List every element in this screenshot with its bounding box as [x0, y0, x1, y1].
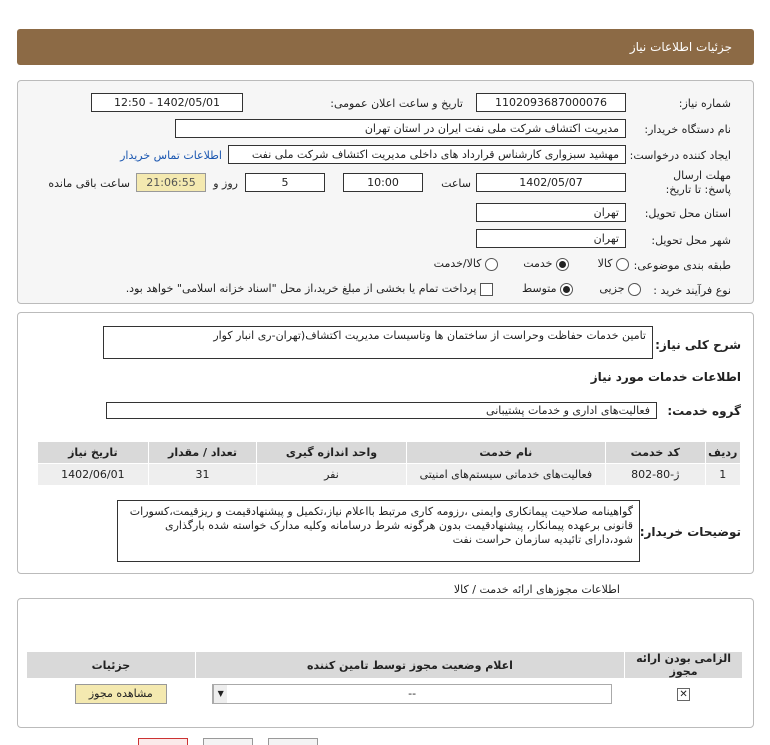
- deadline-time-label: ساعت: [441, 177, 471, 190]
- creator-field: مهشید سبزواری کارشناس قرارداد های داخلی مدیریت اکتشاف شرکت ملی نفت: [228, 145, 626, 164]
- category-option-goods-service[interactable]: کالا/خدمت: [434, 257, 498, 271]
- creator-label: ایجاد کننده درخواست:: [629, 149, 731, 162]
- permits-panel: [17, 598, 754, 728]
- category-option-goods[interactable]: کالا: [598, 257, 629, 271]
- permit-status-select[interactable]: [212, 684, 612, 704]
- announce-datetime-field: 1402/05/01 - 12:50: [91, 93, 243, 112]
- cell-service-name: فعالیت‌های خدماتی سیستم‌های امنیتی: [406, 464, 605, 486]
- remaining-time-field: 21:06:55: [136, 173, 206, 192]
- deadline-date-field: 1402/05/07: [476, 173, 626, 192]
- page-header: [17, 29, 754, 65]
- chevron-down-icon[interactable]: ▼: [213, 685, 227, 703]
- treasury-payment-option[interactable]: پرداخت تمام یا بخشی از مبلغ خرید،از محل "اسناد خزانه اسلامی" خواهد بود.: [126, 282, 493, 296]
- cell-row: 1: [705, 464, 740, 486]
- col-permit-status: اعلام وضعیت مجوز توسط تامین کننده: [195, 652, 624, 679]
- service-group-label: گروه خدمت:: [667, 404, 741, 418]
- permits-table: [26, 651, 743, 709]
- col-permit-details: جزئیات: [27, 652, 196, 679]
- days-label: روز و: [213, 177, 238, 190]
- need-info-panel: [17, 80, 754, 304]
- buyer-notes-label: توضیحات خریدار:: [639, 525, 741, 539]
- col-row: ردیف: [705, 442, 740, 464]
- table-row: [38, 464, 741, 486]
- category-radio-service[interactable]: [556, 258, 569, 271]
- process-radio-minor[interactable]: [628, 283, 641, 296]
- buyer-notes-field: گواهینامه صلاحیت پیمانکاری وایمنی ،رزومه کاری مرتبط بااعلام نیاز،تکمیل و پیشنهادقیمت و ریزقیمت،کسورات قانونی برعهده پیمانکار، پیشنهادقیمت بدون هرگونه شرط درسامانه وکلیه مدارک خواسته شده بارگذاری شود،دارای تائیدیه سازمان حراست نفت: [117, 500, 640, 562]
- announce-label: تاریخ و ساعت اعلان عمومی:: [330, 97, 463, 110]
- province-label: استان محل تحویل:: [644, 207, 731, 220]
- process-option-minor[interactable]: جزیی: [599, 282, 641, 296]
- summary-field: تامین خدمات حفاظت وحراست از ساختمان ها وتاسیسات مدیریت اکتشاف(تهران-ری انبار کوار: [103, 326, 653, 359]
- treasury-payment-checkbox[interactable]: [480, 283, 493, 296]
- services-table: [37, 441, 741, 486]
- bottom-button-1[interactable]: [203, 738, 253, 745]
- disabled-checkbox-icon: ✕: [677, 688, 690, 701]
- page-title: جزئیات اطلاعات نیاز: [629, 40, 732, 54]
- col-quantity: تعداد / مقدار: [148, 442, 256, 464]
- need-number-label: شماره نیاز:: [678, 97, 731, 110]
- province-field: تهران: [476, 203, 626, 222]
- deadline-time-field: 10:00: [343, 173, 423, 192]
- buyer-field: مدیریت اکتشاف شرکت ملی نفت ایران در استان تهران: [175, 119, 626, 138]
- col-need-date: تاریخ نیاز: [38, 442, 149, 464]
- table-row: [27, 679, 743, 709]
- category-option-service[interactable]: خدمت: [523, 257, 569, 271]
- city-field: تهران: [476, 229, 626, 248]
- days-field: 5: [245, 173, 325, 192]
- services-table-header: [38, 442, 741, 464]
- buyer-label: نام دستگاه خریدار:: [644, 123, 731, 136]
- view-permit-button[interactable]: مشاهده مجوز: [75, 684, 167, 704]
- col-permit-required: الزامی بودن ارائه مجوز: [625, 652, 743, 679]
- need-number-field: 1102093687000076: [476, 93, 626, 112]
- buyer-contact-link[interactable]: اطلاعات تماس خریدار: [120, 149, 222, 162]
- col-unit: واحد اندازه گیری: [257, 442, 406, 464]
- permits-section-title: اطلاعات مجوزهای ارائه خدمت / کالا: [453, 583, 620, 596]
- process-radio-medium[interactable]: [560, 283, 573, 296]
- permit-status-value: --: [408, 687, 417, 700]
- process-option-medium[interactable]: متوسط: [522, 282, 573, 296]
- category-radio-goods-service[interactable]: [485, 258, 498, 271]
- process-label: نوع فرآیند خرید :: [653, 284, 731, 297]
- cell-permit-status: [195, 679, 624, 709]
- service-group-field: فعالیت‌های اداری و خدمات پشتیبانی: [106, 402, 657, 419]
- need-details-panel: [17, 312, 754, 574]
- bottom-button-red[interactable]: [138, 738, 188, 745]
- summary-label: شرح کلی نیاز:: [655, 338, 741, 352]
- cell-permit-details: [27, 679, 196, 709]
- cell-unit: نفر: [257, 464, 406, 486]
- bottom-button-2[interactable]: [268, 738, 318, 745]
- city-label: شهر محل تحویل:: [651, 234, 731, 247]
- category-radio-goods[interactable]: [616, 258, 629, 271]
- remaining-label: ساعت باقی مانده: [48, 177, 130, 190]
- cell-need-date: 1402/06/01: [38, 464, 149, 486]
- col-service-code: کد خدمت: [605, 442, 705, 464]
- cell-permit-required: [625, 679, 743, 709]
- category-label: طبقه بندی موضوعی:: [633, 259, 731, 272]
- cell-quantity: 31: [148, 464, 256, 486]
- cell-service-code: ژ-80-802: [605, 464, 705, 486]
- col-service-name: نام خدمت: [406, 442, 605, 464]
- services-section-title: اطلاعات خدمات مورد نیاز: [590, 370, 741, 384]
- deadline-label: مهلت ارسال پاسخ: تا تاریخ:: [665, 169, 731, 196]
- permits-table-header: [27, 652, 743, 679]
